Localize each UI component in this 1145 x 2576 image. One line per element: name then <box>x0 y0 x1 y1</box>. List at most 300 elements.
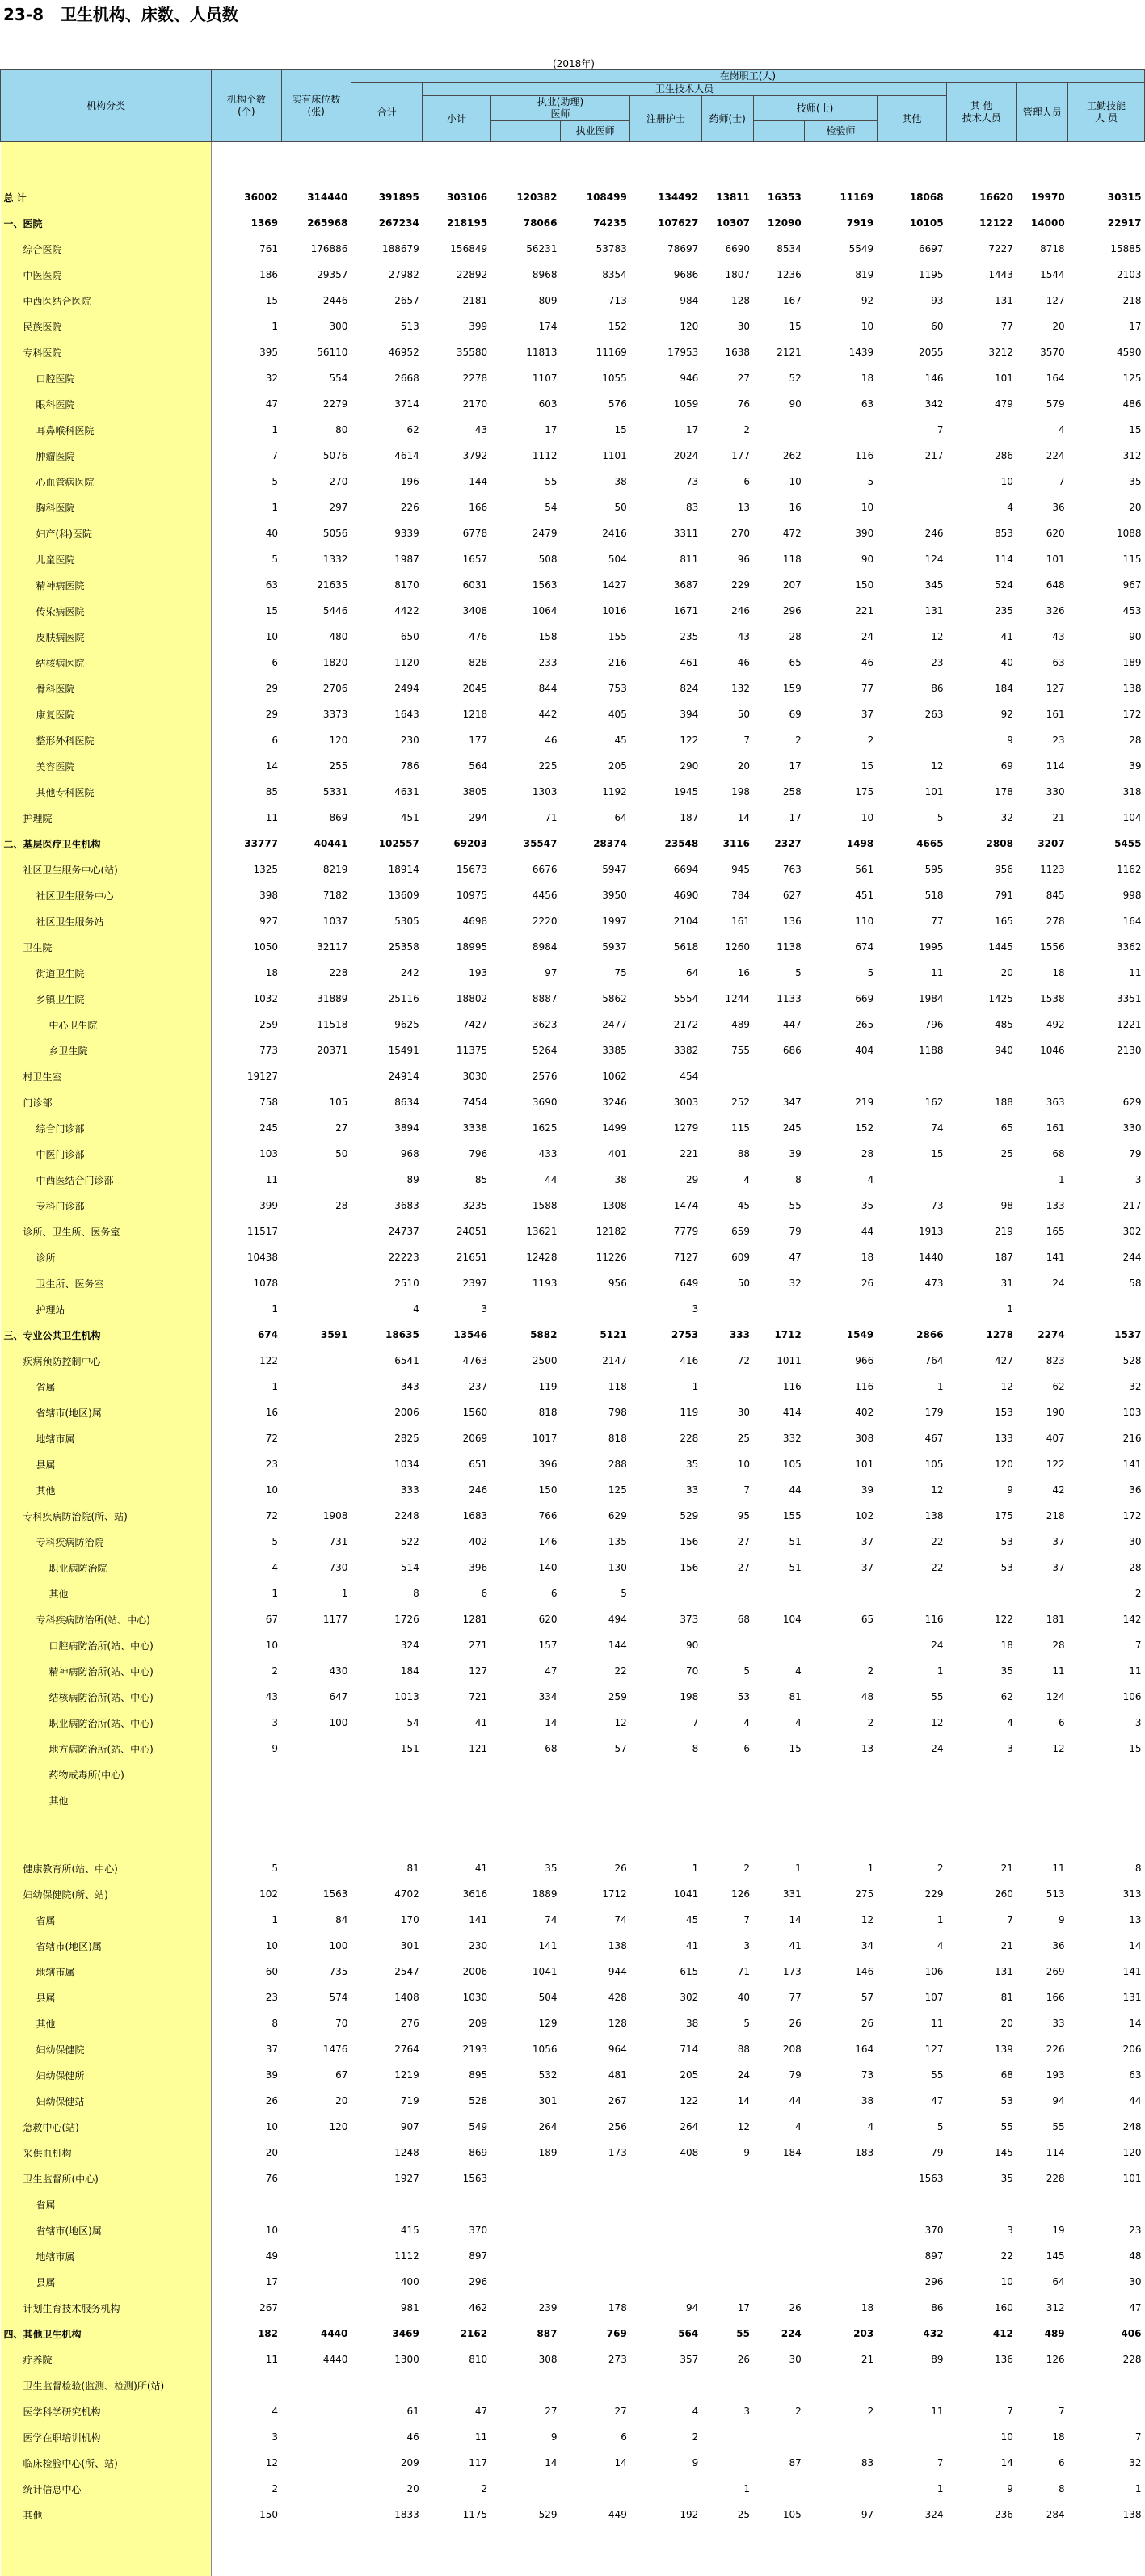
table-cell: 161 <box>1017 1115 1068 1141</box>
table-cell <box>423 2191 490 2217</box>
table-cell: 186 <box>212 262 281 288</box>
table-cell: 48 <box>805 1684 877 1710</box>
table-cell: 514 <box>351 1555 422 1581</box>
table-cell: 126 <box>701 1881 753 1907</box>
table-cell: 115 <box>1068 546 1145 572</box>
table-cell: 267 <box>212 2295 281 2321</box>
table-cell: 79 <box>753 1219 805 1244</box>
table-cell: 155 <box>753 1503 805 1529</box>
table-row <box>1 1167 1145 1193</box>
table-cell: 43 <box>1017 624 1068 650</box>
table-cell: 136 <box>753 908 805 934</box>
table-cell: 116 <box>805 1374 877 1400</box>
table-cell <box>423 1787 490 1813</box>
table-cell: 43 <box>423 417 490 443</box>
table-cell: 20 <box>947 960 1017 986</box>
table-cell <box>281 1736 351 1762</box>
table-cell: 2162 <box>423 2321 490 2347</box>
table-cell: 102 <box>212 1881 281 1907</box>
table-cell: 69203 <box>423 831 490 857</box>
table-cell: 73 <box>805 2062 877 2088</box>
table-cell: 1 <box>1017 1167 1068 1193</box>
table-cell: 7 <box>701 1907 753 1933</box>
table-cell: 4 <box>877 1933 946 1959</box>
table-cell: 2006 <box>351 1400 422 1425</box>
table-cell <box>1068 1787 1145 1813</box>
table-cell: 125 <box>1068 365 1145 391</box>
table-cell: 1476 <box>281 2036 351 2062</box>
table-cell: 869 <box>281 805 351 831</box>
table-cell <box>630 1581 701 1606</box>
table-cell: 3690 <box>490 1089 560 1115</box>
table-cell: 454 <box>630 1063 701 1089</box>
table-cell: 40 <box>212 520 281 546</box>
table-cell: 187 <box>947 1244 1017 1270</box>
table-cell <box>805 417 877 443</box>
table-cell: 50 <box>701 701 753 727</box>
table-cell: 518 <box>877 882 946 908</box>
table-cell: 564 <box>630 2321 701 2347</box>
table-cell: 3805 <box>423 779 490 805</box>
table-cell <box>281 1296 351 1322</box>
table-cell: 296 <box>423 2269 490 2295</box>
table-cell: 3683 <box>351 1193 422 1219</box>
table-cell: 1 <box>630 1374 701 1400</box>
table-cell: 4 <box>1017 417 1068 443</box>
table-cell: 128 <box>701 288 753 314</box>
table-cell: 1544 <box>1017 262 1068 288</box>
table-body <box>1 142 1145 2576</box>
table-cell: 4665 <box>877 831 946 857</box>
table-cell <box>877 1167 946 1193</box>
table-cell: 65 <box>805 1606 877 1632</box>
table-cell: 72 <box>212 1503 281 1529</box>
table-cell: 120 <box>281 2114 351 2140</box>
table-cell: 8 <box>630 1736 701 1762</box>
table-cell: 38 <box>805 2088 877 2114</box>
table-cell: 86 <box>877 676 946 701</box>
table-row <box>1 520 1145 546</box>
table-cell: 173 <box>560 2140 629 2166</box>
header-beds: 实有床位数 (张) <box>281 70 351 142</box>
table-cell <box>490 1296 560 1322</box>
table-cell: 35580 <box>423 339 490 365</box>
table-cell: 342 <box>877 391 946 417</box>
table-cell: 302 <box>630 1985 701 2010</box>
table-cell: 330 <box>1017 779 1068 805</box>
table-cell: 271 <box>423 1632 490 1658</box>
table-cell: 18914 <box>351 857 422 882</box>
table-cell: 92 <box>805 288 877 314</box>
table-row <box>1 339 1145 365</box>
table-cell: 9 <box>630 2450 701 2476</box>
table-cell: 207 <box>753 572 805 598</box>
table-cell: 69 <box>947 753 1017 779</box>
table-cell: 189 <box>490 2140 560 2166</box>
row-label: 口腔病防治所(站、中心) <box>1 1632 212 1658</box>
row-label: 采供血机构 <box>1 2140 212 2166</box>
table-cell: 1 <box>212 417 281 443</box>
table-cell <box>1017 1296 1068 1322</box>
row-label: 口腔医院 <box>1 365 212 391</box>
row-label: 总 计 <box>1 184 212 210</box>
table-cell: 492 <box>1017 1012 1068 1038</box>
table-row <box>1 908 1145 934</box>
table-cell: 735 <box>281 1959 351 1985</box>
table-cell: 6690 <box>701 236 753 262</box>
table-cell: 1 <box>753 1855 805 1881</box>
table-row <box>1 1684 1145 1710</box>
table-cell: 18 <box>1017 2424 1068 2450</box>
row-label: 乡镇卫生院 <box>1 986 212 1012</box>
table-cell: 2808 <box>947 831 1017 857</box>
row-label: 妇幼保健院(所、站) <box>1 1881 212 1907</box>
table-row <box>1 1451 1145 1477</box>
table-cell: 5 <box>212 469 281 495</box>
table-cell: 791 <box>947 882 1017 908</box>
table-cell <box>630 2372 701 2398</box>
table-cell: 37 <box>1017 1555 1068 1581</box>
table-cell: 53 <box>947 1529 1017 1555</box>
table-cell: 28 <box>805 1141 877 1167</box>
table-cell: 3 <box>212 2424 281 2450</box>
table-cell: 769 <box>560 2321 629 2347</box>
table-cell: 141 <box>1068 1959 1145 1985</box>
table-cell: 138 <box>1068 676 1145 701</box>
table-cell: 27 <box>490 2398 560 2424</box>
header-lab-tech: 技师(士) <box>753 96 877 121</box>
table-cell: 16353 <box>753 184 805 210</box>
table-cell <box>947 2372 1017 2398</box>
table-cell: 9 <box>701 2140 753 2166</box>
table-cell <box>805 2166 877 2191</box>
table-cell: 453 <box>1068 598 1145 624</box>
table-cell: 39 <box>212 2062 281 2088</box>
table-cell: 68 <box>701 1606 753 1632</box>
table-cell: 1997 <box>560 908 629 934</box>
table-cell: 4 <box>701 1167 753 1193</box>
table-cell: 2181 <box>423 288 490 314</box>
table-cell: 90 <box>630 1632 701 1658</box>
table-cell: 115 <box>701 1115 753 1141</box>
table-cell: 6676 <box>490 857 560 882</box>
table-cell: 26 <box>805 2010 877 2036</box>
table-cell: 156849 <box>423 236 490 262</box>
table-cell: 10307 <box>701 210 753 236</box>
table-cell: 447 <box>753 1012 805 1038</box>
table-cell: 15 <box>753 314 805 339</box>
table-cell: 18635 <box>351 1322 422 1348</box>
table-cell: 239 <box>490 2295 560 2321</box>
table-cell: 61 <box>351 2398 422 2424</box>
table-cell: 10 <box>212 1933 281 1959</box>
table-cell: 12428 <box>490 1244 560 1270</box>
table-cell: 269 <box>1017 1959 1068 1985</box>
table-cell: 14 <box>490 2450 560 2476</box>
table-cell: 136 <box>947 2347 1017 2372</box>
table-row <box>1 443 1145 469</box>
table-cell: 430 <box>281 1658 351 1684</box>
table-cell: 30315 <box>1068 184 1145 210</box>
table-cell: 141 <box>490 1933 560 1959</box>
row-label: 社区卫生服务中心(站) <box>1 857 212 882</box>
table-cell: 331 <box>753 1881 805 1907</box>
table-cell: 2668 <box>351 365 422 391</box>
table-cell: 65 <box>753 650 805 676</box>
table-cell: 38 <box>560 1167 629 1193</box>
table-cell: 14 <box>1068 1933 1145 1959</box>
table-row <box>1 676 1145 701</box>
table-cell: 9339 <box>351 520 422 546</box>
row-label: 卫生院 <box>1 934 212 960</box>
header-nurse: 注册护士 <box>630 96 701 142</box>
table-cell: 205 <box>560 753 629 779</box>
row-label: 其他 <box>1 2502 212 2528</box>
table-cell <box>281 2269 351 2295</box>
table-cell: 15 <box>1068 417 1145 443</box>
row-label: 中医门诊部 <box>1 1141 212 1167</box>
table-cell: 146 <box>877 365 946 391</box>
table-cell: 12 <box>947 1374 1017 1400</box>
table-cell: 3591 <box>281 1322 351 1348</box>
table-cell: 17 <box>490 417 560 443</box>
table-cell: 28374 <box>560 831 629 857</box>
table-cell: 95 <box>701 1503 753 1529</box>
table-cell: 74 <box>877 1115 946 1141</box>
table-cell <box>630 1787 701 1813</box>
table-cell: 18802 <box>423 986 490 1012</box>
table-cell <box>281 2140 351 2166</box>
table-cell: 11517 <box>212 1219 281 1244</box>
table-row <box>1 727 1145 753</box>
table-cell: 235 <box>630 624 701 650</box>
table-cell: 35 <box>947 1658 1017 1684</box>
table-cell: 55 <box>877 1684 946 1710</box>
table-cell: 714 <box>630 2036 701 2062</box>
table-cell: 21651 <box>423 1244 490 1270</box>
table-cell <box>281 2424 351 2450</box>
table-cell: 32 <box>212 365 281 391</box>
table-cell: 55 <box>877 2062 946 2088</box>
table-row <box>1 805 1145 831</box>
table-cell: 20 <box>701 753 753 779</box>
table-cell: 22 <box>877 1555 946 1581</box>
table-cell: 38 <box>560 469 629 495</box>
table-row <box>1 1089 1145 1115</box>
table-cell: 297 <box>281 495 351 520</box>
table-cell: 3 <box>1068 1710 1145 1736</box>
table-cell: 302 <box>1068 1219 1145 1244</box>
table-cell: 5862 <box>560 986 629 1012</box>
table-cell: 2104 <box>630 908 701 934</box>
header-practicing: 执业医师 <box>560 121 629 142</box>
table-cell: 32 <box>753 1270 805 1296</box>
table-cell: 76 <box>701 391 753 417</box>
row-label: 眼科医院 <box>1 391 212 417</box>
table-row <box>1 1658 1145 1684</box>
table-cell: 46 <box>351 2424 422 2450</box>
table-cell: 7427 <box>423 1012 490 1038</box>
row-label: 妇幼保健站 <box>1 2088 212 2114</box>
table-cell: 97 <box>490 960 560 986</box>
table-cell: 1 <box>877 1907 946 1933</box>
table-cell: 1016 <box>560 598 629 624</box>
table-cell: 1325 <box>212 857 281 882</box>
table-cell: 139 <box>947 2036 1017 2062</box>
row-label: 省辖市(地区)属 <box>1 1400 212 1425</box>
table-cell: 182 <box>212 2321 281 2347</box>
table-cell: 6694 <box>630 857 701 882</box>
table-cell: 1 <box>877 2476 946 2502</box>
table-cell: 20371 <box>281 1038 351 1063</box>
table-cell: 1683 <box>423 1503 490 1529</box>
table-row <box>1 882 1145 908</box>
table-cell: 138 <box>877 1503 946 1529</box>
header-manager: 管理人员 <box>1017 83 1068 142</box>
table-cell: 406 <box>1068 2321 1145 2347</box>
table-cell <box>281 2243 351 2269</box>
table-cell: 68 <box>1017 1141 1068 1167</box>
row-label: 疗养院 <box>1 2347 212 2372</box>
table-cell: 12 <box>877 1477 946 1503</box>
table-cell <box>490 1787 560 1813</box>
table-cell: 13 <box>805 1736 877 1762</box>
table-cell: 46 <box>805 650 877 676</box>
table-cell <box>1017 1063 1068 1089</box>
table-cell: 3 <box>701 2398 753 2424</box>
table-cell: 246 <box>701 598 753 624</box>
table-cell: 17 <box>212 2269 281 2295</box>
table-cell: 173 <box>753 1959 805 1985</box>
table-cell: 3 <box>212 1710 281 1736</box>
table-cell: 796 <box>423 1141 490 1167</box>
table-cell: 1162 <box>1068 857 1145 882</box>
table-cell: 8 <box>1068 1855 1145 1881</box>
table-cell: 5 <box>560 1581 629 1606</box>
table-cell: 141 <box>423 1907 490 1933</box>
table-cell: 19 <box>1017 2217 1068 2243</box>
table-cell: 33777 <box>212 831 281 857</box>
table-cell: 399 <box>212 1193 281 1219</box>
table-cell: 998 <box>1068 882 1145 908</box>
table-cell: 77 <box>947 314 1017 339</box>
table-cell: 70 <box>281 2010 351 2036</box>
table-row <box>1 2476 1145 2502</box>
table-cell: 2279 <box>281 391 351 417</box>
table-row <box>1 1632 1145 1658</box>
table-cell: 54 <box>490 495 560 520</box>
table-cell: 318 <box>1068 779 1145 805</box>
table-cell: 5 <box>701 1658 753 1684</box>
table-cell: 24 <box>877 1632 946 1658</box>
table-cell: 773 <box>212 1038 281 1063</box>
table-cell: 7 <box>212 443 281 469</box>
table-cell: 433 <box>490 1141 560 1167</box>
table-cell: 124 <box>1017 1684 1068 1710</box>
table-cell <box>212 1762 281 1787</box>
table-cell: 130 <box>560 1555 629 1581</box>
table-cell: 2 <box>805 1658 877 1684</box>
table-cell: 116 <box>805 443 877 469</box>
table-row <box>1 2424 1145 2450</box>
table-cell <box>947 2191 1017 2217</box>
page-title: 23-8 卫生机构、床数、人员数 <box>3 2 238 25</box>
table-cell: 288 <box>560 1451 629 1477</box>
table-cell: 8984 <box>490 934 560 960</box>
table-cell <box>281 1063 351 1089</box>
table-cell: 513 <box>1017 1881 1068 1907</box>
table-cell: 1439 <box>805 339 877 365</box>
table-cell: 5618 <box>630 934 701 960</box>
row-label: 专科疾病防治院 <box>1 1529 212 1555</box>
table-cell <box>753 1581 805 1606</box>
table-cell: 2193 <box>423 2036 490 2062</box>
table-cell: 427 <box>947 1348 1017 1374</box>
row-label: 药物戒毒所(中心) <box>1 1762 212 1787</box>
table-cell: 11 <box>877 2398 946 2424</box>
statistics-table <box>0 69 1145 2576</box>
table-cell: 984 <box>630 288 701 314</box>
table-row <box>1 391 1145 417</box>
table-cell: 956 <box>947 857 1017 882</box>
table-cell: 5264 <box>490 1038 560 1063</box>
table-cell: 10 <box>212 1477 281 1503</box>
table-cell: 68 <box>490 1736 560 1762</box>
table-cell: 308 <box>805 1425 877 1451</box>
table-cell <box>1068 2191 1145 2217</box>
table-cell: 313 <box>1068 1881 1145 1907</box>
table-cell: 193 <box>1017 2062 1068 2088</box>
table-row <box>1 1322 1145 1348</box>
table-cell: 27 <box>701 365 753 391</box>
table-cell: 1945 <box>630 779 701 805</box>
table-cell: 370 <box>877 2217 946 2243</box>
table-cell: 1013 <box>351 1684 422 1710</box>
table-cell: 21635 <box>281 572 351 598</box>
table-row <box>1 2398 1145 2424</box>
table-cell: 2024 <box>630 443 701 469</box>
table-cell: 70 <box>630 1658 701 1684</box>
table-cell: 1984 <box>877 986 946 1012</box>
table-cell: 228 <box>281 960 351 986</box>
table-cell: 15 <box>560 417 629 443</box>
table-cell: 10 <box>805 805 877 831</box>
table-cell: 10 <box>947 2269 1017 2295</box>
table-cell: 9 <box>1017 1907 1068 1933</box>
table-cell: 62 <box>1017 1374 1068 1400</box>
table-cell: 3570 <box>1017 339 1068 365</box>
table-cell: 125 <box>560 1477 629 1503</box>
table-row <box>1 2243 1145 2269</box>
table-cell: 1712 <box>753 1322 805 1348</box>
table-cell: 133 <box>1017 1193 1068 1219</box>
table-cell: 5 <box>701 2010 753 2036</box>
table-cell: 966 <box>805 1348 877 1374</box>
table-cell: 27 <box>701 1555 753 1581</box>
table-cell: 19970 <box>1017 184 1068 210</box>
table-cell: 65 <box>947 1115 1017 1141</box>
table-cell: 15 <box>877 1141 946 1167</box>
table-cell <box>630 2269 701 2295</box>
table-row <box>1 1985 1145 2010</box>
table-cell: 398 <box>212 882 281 908</box>
table-cell <box>630 2166 701 2191</box>
table-cell: 1332 <box>281 546 351 572</box>
table-cell <box>281 1244 351 1270</box>
table-cell: 107627 <box>630 210 701 236</box>
table-cell: 21 <box>947 1855 1017 1881</box>
table-row <box>1 1762 1145 1787</box>
